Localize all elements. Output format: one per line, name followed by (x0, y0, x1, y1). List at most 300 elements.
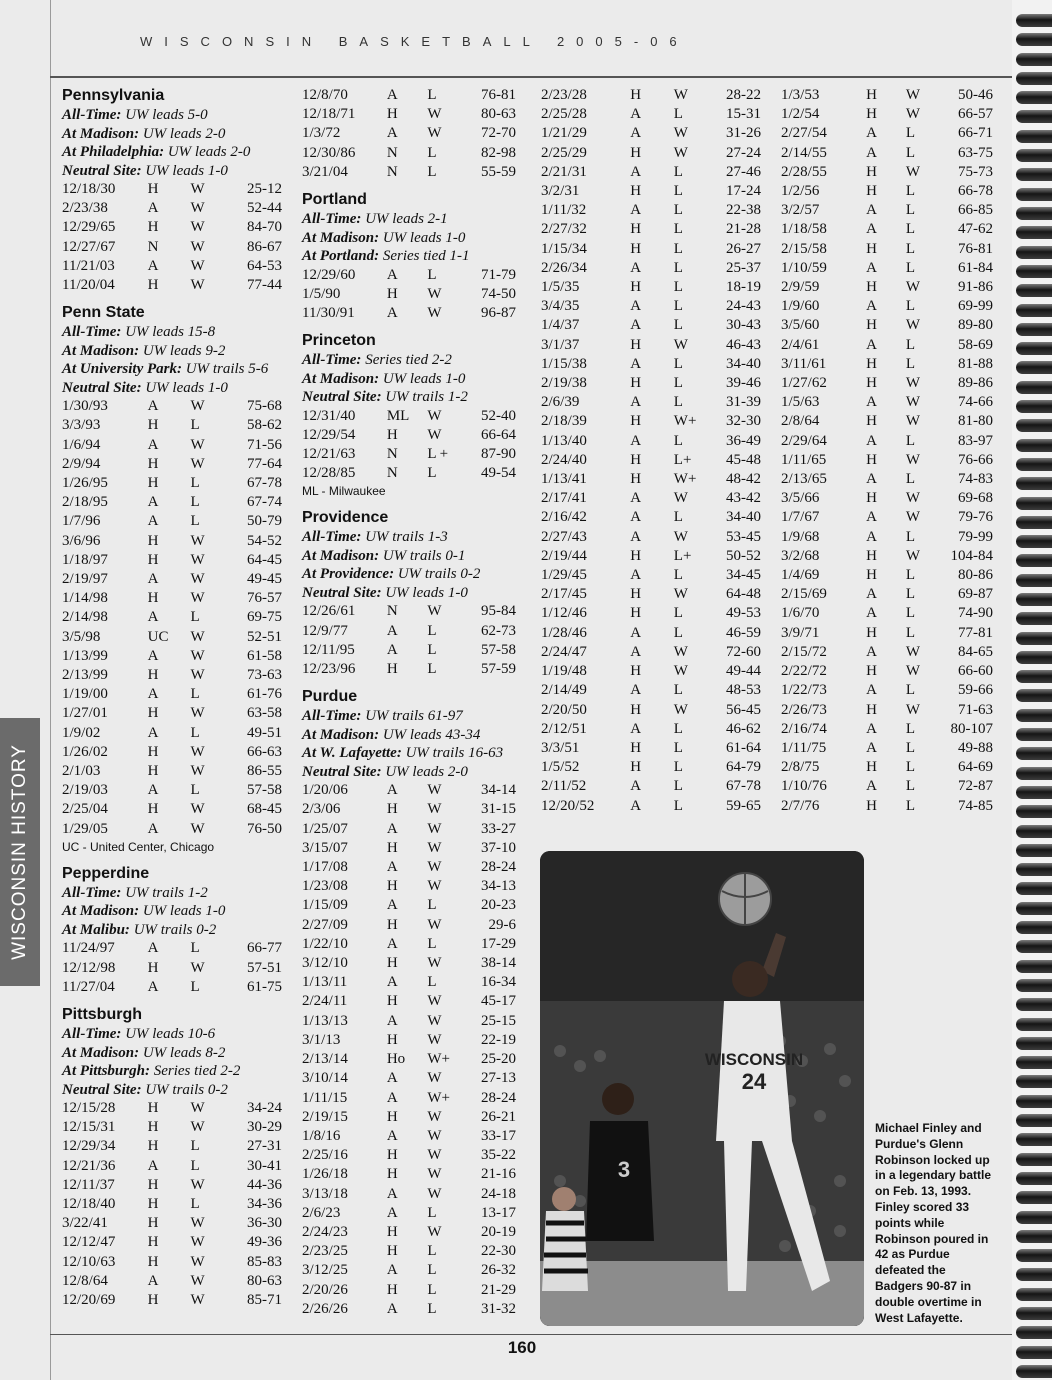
game-result: L (427, 622, 437, 639)
game-score: 66-60 (958, 663, 993, 680)
game-result: L (673, 202, 683, 219)
game-result: L (905, 624, 916, 641)
game-date: 12/29/65 (62, 219, 116, 236)
game-score: 61-84 (958, 259, 993, 276)
site-footnote: ML - Milwaukee (302, 484, 386, 499)
summary-label: All-Time: (62, 884, 122, 901)
game-result: W (673, 586, 688, 603)
game-row (62, 512, 282, 531)
game-site: A (147, 513, 159, 530)
game-score: 27-13 (481, 1070, 516, 1087)
game-date: 3/2/31 (541, 183, 580, 200)
game-row (541, 739, 761, 758)
summary-value: UW trails 61-97 (361, 708, 463, 725)
game-date: 1/17/08 (302, 859, 348, 876)
game-score: 80-86 (958, 567, 993, 584)
game-row (302, 1281, 516, 1300)
game-site: H (386, 1031, 398, 1048)
team-heading: Purdue (302, 688, 358, 706)
game-date: 1/5/35 (541, 279, 580, 296)
game-site: A (630, 682, 642, 699)
game-score: 26-27 (726, 240, 762, 257)
game-row (62, 939, 282, 958)
game-row (541, 374, 761, 393)
spiral-ring (1016, 72, 1052, 85)
game-site: H (866, 759, 878, 776)
game-site: H (386, 1243, 398, 1260)
game-row (62, 743, 282, 762)
game-row (62, 218, 282, 237)
game-score: 31-26 (726, 125, 762, 142)
running-header: WISCONSIN BASKETBALL 2005-06 (140, 34, 689, 49)
game-site: A (630, 509, 642, 526)
summary-value: UW trails 0-2 (129, 921, 217, 938)
game-score: 63-58 (246, 705, 282, 722)
game-score: 76-50 (246, 820, 282, 837)
game-score: 48-42 (726, 471, 762, 488)
game-score: 34-13 (481, 878, 516, 895)
game-date: 1/5/52 (541, 759, 580, 776)
summary-label: Neutral Site: (302, 763, 382, 780)
game-site: A (386, 1185, 398, 1202)
game-site: A (866, 778, 878, 795)
game-result: W (905, 87, 921, 103)
summary-value: UW leads 2-0 (381, 763, 468, 780)
game-site: A (386, 641, 398, 658)
game-row (781, 585, 993, 604)
game-site: A (386, 87, 398, 103)
game-score: 21-29 (481, 1281, 516, 1298)
game-result: W (427, 1185, 442, 1202)
game-score: 74-85 (958, 797, 993, 814)
game-row (302, 641, 516, 660)
game-date: 2/24/11 (302, 993, 348, 1010)
section-side-tab (0, 718, 40, 986)
series-summary (302, 744, 516, 763)
spiral-ring (1016, 323, 1052, 336)
game-result: W (427, 426, 442, 443)
game-row (781, 297, 993, 316)
game-result: L (673, 778, 683, 795)
photo-caption: Michael Finley and Purdue's Glenn Robinson locked up in a legendary battle on Feb. 13, 1993. Finley scored 33 points while Robinson poured in 42 as Purdue defeated the Badgers 90-87 in double overtime in West Lafayette. (875, 1121, 992, 1325)
game-row (302, 973, 516, 992)
game-score: 43-42 (726, 490, 762, 507)
game-row (62, 397, 282, 416)
game-score: 89-86 (958, 375, 993, 392)
game-date: 1/19/48 (541, 663, 587, 680)
game-result: L (673, 183, 683, 200)
game-site: A (147, 398, 159, 415)
game-score: 74-90 (958, 605, 993, 622)
series-summary (302, 229, 516, 248)
game-score: 89-80 (958, 317, 993, 334)
game-date: 3/5/98 (62, 628, 101, 645)
game-score: 28-24 (481, 859, 516, 876)
spiral-ring (1016, 998, 1052, 1011)
summary-value: UW leads 1-0 (381, 584, 468, 601)
game-result: L (905, 125, 916, 142)
game-score: 79-76 (958, 509, 993, 526)
game-row (781, 681, 993, 700)
game-result: L (673, 298, 683, 315)
game-row (62, 570, 282, 589)
game-site: H (630, 144, 642, 161)
game-row (781, 758, 993, 777)
summary-label: At Pittsburgh: (62, 1063, 150, 1079)
spiral-ring (1016, 651, 1052, 664)
game-date: 1/21/29 (541, 125, 587, 142)
game-score: 36-30 (246, 1215, 282, 1232)
spiral-ring (1016, 979, 1052, 992)
game-row (541, 105, 761, 124)
game-date: 1/29/05 (62, 820, 108, 837)
game-row (62, 1157, 282, 1176)
summary-label: At Madison: (62, 1044, 140, 1061)
game-row (62, 199, 282, 218)
game-date: 2/27/09 (302, 916, 348, 933)
game-result: W+ (673, 471, 697, 488)
spiral-ring (1016, 1018, 1052, 1031)
game-result: W (190, 257, 205, 274)
game-result: W (905, 547, 921, 564)
game-date: 12/23/96 (302, 661, 356, 678)
game-result: W (673, 87, 688, 103)
game-score: 87-90 (481, 446, 516, 463)
game-score: 75-73 (958, 163, 993, 180)
game-date: 1/30/93 (62, 398, 108, 415)
game-row (541, 259, 761, 278)
game-date: 2/14/98 (62, 609, 108, 626)
game-row (541, 336, 761, 355)
game-date: 3/4/35 (541, 298, 580, 315)
game-result: L (427, 1243, 437, 1260)
game-date: 2/13/14 (302, 1051, 348, 1068)
summary-value: Series tied 2-2 (361, 352, 452, 369)
game-result: W (427, 285, 442, 302)
game-result: L (427, 897, 437, 914)
game-date: 1/4/69 (781, 567, 820, 584)
game-site: H (386, 661, 398, 678)
game-score: 82-98 (481, 144, 516, 161)
game-date: 1/10/59 (781, 259, 827, 276)
game-row (781, 316, 993, 335)
game-score: 59-66 (958, 682, 993, 699)
game-row (541, 355, 761, 374)
game-row (302, 602, 516, 621)
game-date: 1/2/56 (781, 183, 820, 200)
spiral-ring (1016, 902, 1052, 915)
game-row (62, 589, 282, 608)
series-summary (62, 884, 282, 903)
game-site: A (630, 643, 642, 660)
game-row (302, 877, 516, 896)
game-date: 3/5/60 (781, 317, 820, 334)
game-result: W (673, 336, 688, 353)
spiral-ring (1016, 439, 1052, 452)
summary-label: At Portland: (302, 248, 380, 265)
game-site: A (386, 1127, 398, 1144)
spiral-ring (1016, 574, 1052, 587)
game-score: 28-24 (481, 1089, 516, 1106)
game-result: W (190, 238, 205, 255)
game-site: H (866, 567, 878, 584)
game-result: W (190, 532, 205, 549)
game-result: L (190, 1138, 200, 1155)
game-score: 68-45 (246, 801, 282, 818)
game-row (302, 266, 516, 285)
game-date: 2/24/40 (541, 451, 587, 468)
game-date: 2/14/55 (781, 144, 827, 161)
spiral-ring (1016, 1133, 1052, 1146)
spiral-ring (1016, 91, 1052, 104)
spiral-ring (1016, 709, 1052, 722)
game-row (302, 820, 516, 839)
game-site: A (866, 586, 878, 603)
game-result: L (905, 144, 916, 161)
series-summary (62, 162, 282, 181)
game-row (781, 720, 993, 739)
game-result: L (673, 240, 683, 257)
game-date: 3/5/66 (781, 490, 820, 507)
game-date: 1/13/11 (302, 974, 348, 991)
game-score: 64-79 (726, 759, 762, 776)
game-row (302, 1242, 516, 1261)
game-score: 69-87 (958, 586, 993, 603)
game-site: H (147, 763, 159, 780)
game-result: L (190, 724, 200, 741)
spiral-ring (1016, 632, 1052, 645)
game-score: 48-53 (726, 682, 762, 699)
game-score: 64-69 (958, 759, 993, 776)
game-result: L (905, 240, 916, 257)
game-date: 3/1/13 (302, 1031, 341, 1048)
game-result: W (673, 663, 688, 680)
game-date: 2/8/64 (781, 413, 820, 430)
game-site: A (866, 336, 878, 353)
game-score: 67-78 (246, 475, 282, 492)
game-score: 26-32 (481, 1262, 516, 1279)
game-score: 104-84 (950, 547, 993, 564)
spiral-ring (1016, 1075, 1052, 1088)
game-result: W (427, 820, 442, 837)
spiral-ring (1016, 149, 1052, 162)
game-result: W (673, 144, 688, 161)
game-site: A (386, 974, 398, 991)
summary-value: UW trails 5-6 (182, 361, 269, 378)
game-date: 1/15/34 (541, 240, 587, 257)
game-score: 13-17 (481, 1204, 516, 1221)
game-result: W (190, 820, 205, 837)
game-date: 1/5/90 (302, 285, 341, 302)
game-site: H (147, 1100, 159, 1116)
game-site: A (630, 202, 642, 219)
game-date: 1/15/38 (541, 355, 587, 372)
game-date: 12/8/70 (302, 87, 348, 103)
summary-label: At Madison: (302, 726, 380, 743)
game-date: 2/13/99 (62, 667, 108, 684)
game-row (302, 858, 516, 877)
game-date: 12/15/28 (62, 1100, 116, 1116)
game-row (781, 240, 993, 259)
spiral-ring (1016, 728, 1052, 741)
game-row (541, 297, 761, 316)
game-site: A (386, 1070, 398, 1087)
game-row (781, 624, 993, 643)
game-site: N (386, 144, 398, 161)
game-date: 2/22/72 (781, 663, 827, 680)
spiral-ring (1016, 1095, 1052, 1108)
game-date: 2/6/39 (541, 394, 580, 411)
series-summary (302, 247, 516, 266)
game-result: L (673, 567, 683, 584)
game-result: L (905, 183, 916, 200)
spiral-ring (1016, 458, 1052, 471)
game-row (781, 336, 993, 355)
game-date: 1/11/32 (541, 202, 587, 219)
summary-value: UW leads 10-6 (121, 1026, 216, 1042)
game-result: W (190, 667, 205, 684)
game-date: 2/20/26 (302, 1281, 348, 1298)
summary-label: All-Time: (62, 324, 122, 341)
team-heading: Penn State (62, 304, 145, 322)
game-result: L (427, 465, 437, 482)
game-row (302, 1223, 516, 1242)
summary-label: All-Time: (62, 1026, 122, 1042)
game-row (62, 1118, 282, 1137)
spiral-ring (1016, 940, 1052, 953)
game-result: W (190, 1234, 205, 1251)
series-summary (62, 1062, 282, 1081)
game-site: A (630, 778, 642, 795)
game-date: 3/2/68 (781, 547, 820, 564)
game-site: H (630, 87, 642, 103)
game-score: 22-19 (481, 1031, 516, 1048)
game-site: H (386, 993, 398, 1010)
game-site: H (147, 1292, 159, 1309)
game-site: A (866, 720, 878, 737)
game-site: H (630, 451, 642, 468)
game-date: 12/15/31 (62, 1119, 116, 1136)
photo-illustration (540, 851, 864, 1326)
game-result: W (190, 200, 205, 217)
summary-label: All-Time: (302, 211, 362, 228)
game-row (541, 701, 761, 720)
game-row (781, 86, 993, 105)
game-result: L (673, 605, 683, 622)
game-site: A (147, 257, 159, 274)
game-site: A (630, 432, 642, 449)
spiral-ring (1016, 786, 1052, 799)
game-site: N (386, 446, 398, 463)
game-site: A (630, 355, 642, 372)
game-score: 22-30 (481, 1243, 516, 1260)
game-site: H (147, 1234, 159, 1251)
game-result: W (190, 801, 205, 818)
game-site: A (386, 622, 398, 639)
column-2 (302, 86, 516, 1319)
game-row (541, 163, 761, 182)
game-row (302, 992, 516, 1011)
game-row (781, 374, 993, 393)
game-result: L (905, 586, 916, 603)
game-result: L (427, 661, 437, 678)
series-summary (62, 125, 282, 144)
game-score: 20-23 (481, 897, 516, 914)
game-score: 74-83 (958, 471, 993, 488)
game-result: W (190, 277, 205, 294)
game-site: H (866, 701, 878, 718)
game-row (541, 278, 761, 297)
jersey-lettering: WISCONSIN (704, 1050, 804, 1069)
summary-label: All-Time: (302, 529, 362, 546)
game-row (541, 758, 761, 777)
game-result: L (673, 259, 683, 276)
game-result: W+ (427, 1051, 450, 1068)
game-date: 2/19/44 (541, 547, 587, 564)
game-result: W (905, 163, 921, 180)
game-row (62, 532, 282, 551)
page-number: 160 (507, 1338, 537, 1357)
spiral-ring (1016, 400, 1052, 413)
summary-label: At Providence: (302, 566, 395, 583)
game-score: 80-63 (246, 1272, 282, 1289)
game-row (541, 316, 761, 335)
game-date: 1/4/37 (541, 317, 580, 334)
game-site: A (630, 797, 642, 814)
game-row (302, 916, 516, 935)
game-score: 71-63 (958, 701, 993, 718)
game-row (302, 781, 516, 800)
game-score: 81-88 (958, 355, 993, 372)
game-result: W (190, 628, 205, 645)
game-site: H (630, 375, 642, 392)
game-date: 12/9/77 (302, 622, 348, 639)
game-site: H (866, 663, 878, 680)
game-date: 1/13/99 (62, 647, 108, 664)
spiral-ring (1016, 882, 1052, 895)
game-date: 1/8/16 (302, 1127, 341, 1144)
game-score: 67-74 (246, 494, 282, 511)
game-score: 76-81 (958, 240, 993, 257)
game-date: 3/3/51 (541, 739, 580, 756)
game-site: A (147, 686, 159, 703)
game-row (541, 182, 761, 201)
game-result: L (673, 682, 683, 699)
game-date: 1/11/15 (302, 1089, 348, 1106)
game-site: N (386, 603, 398, 620)
game-row (302, 105, 516, 124)
game-score: 57-58 (246, 782, 282, 799)
game-site: H (147, 1119, 159, 1136)
game-date: 1/22/73 (781, 682, 827, 699)
game-date: 2/1/03 (62, 763, 101, 780)
spiral-ring (1016, 14, 1052, 27)
side-tab-label: WISCONSIN HISTORY (9, 744, 31, 960)
game-result: L (190, 686, 200, 703)
game-date: 2/16/74 (781, 720, 827, 737)
spiral-ring (1016, 110, 1052, 123)
game-date: 1/27/62 (781, 375, 827, 392)
game-result: W (427, 839, 442, 856)
game-result: W (190, 436, 205, 453)
game-score: 72-87 (958, 778, 993, 795)
spiral-ring (1016, 168, 1052, 181)
team-heading: Pennsylvania (62, 87, 165, 104)
game-score: 67-78 (726, 778, 762, 795)
game-row (62, 1272, 282, 1291)
game-date: 12/18/30 (62, 181, 116, 197)
game-site: H (866, 355, 878, 372)
